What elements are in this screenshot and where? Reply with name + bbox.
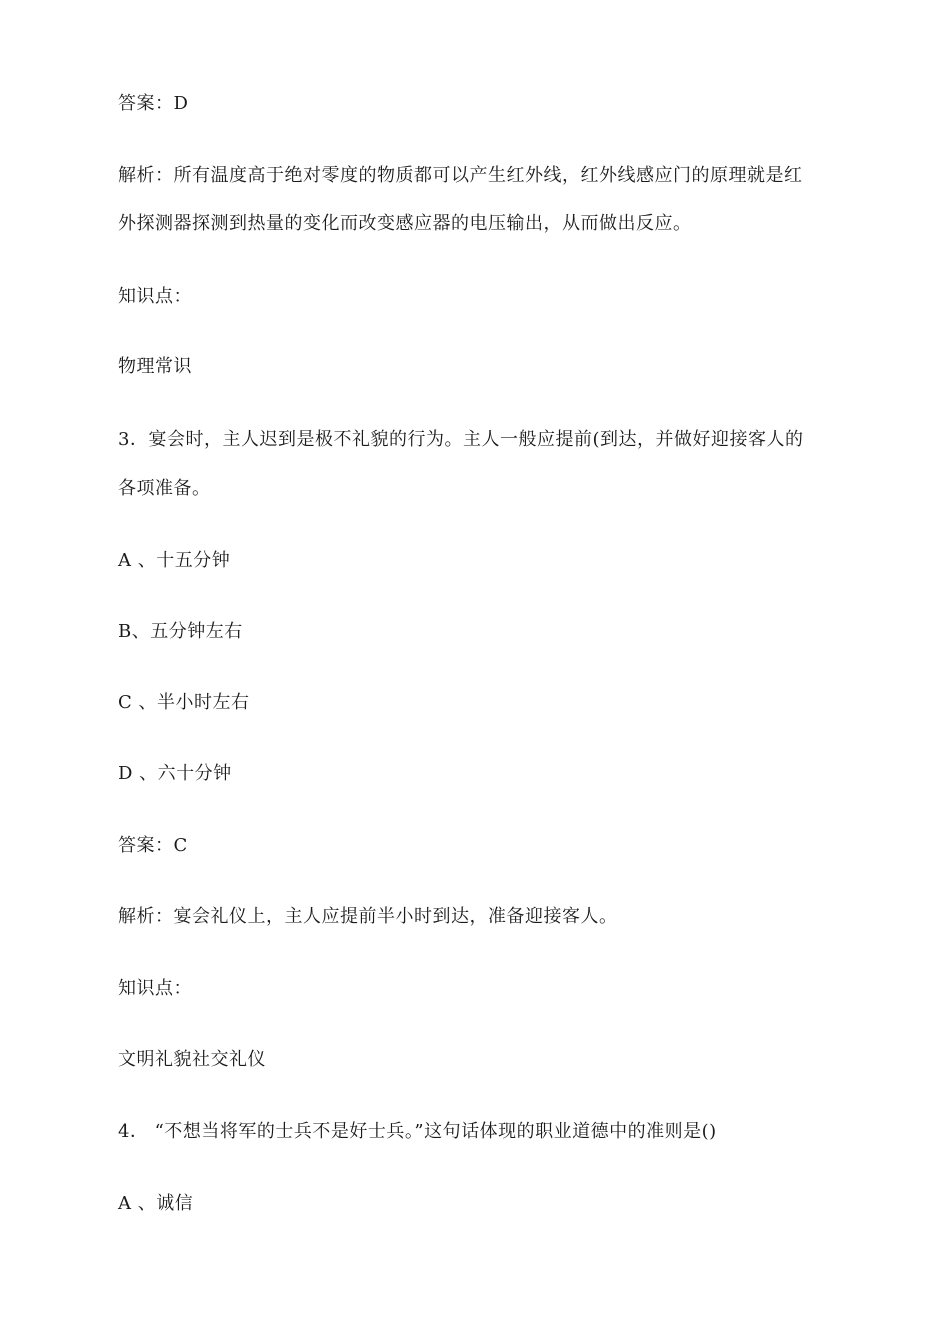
q2-knowledge-value: 物理常识 (118, 356, 192, 377)
q3-option-c: C 、半小时左右 (118, 692, 250, 713)
q3-option-b: B、五分钟左右 (118, 621, 243, 642)
q3-answer: 答案：C (118, 835, 188, 856)
q4-option-a: A 、诚信 (118, 1193, 194, 1214)
q3-option-a: A 、十五分钟 (118, 550, 231, 571)
q3-knowledge-value: 文明礼貌社交礼仪 (118, 1049, 266, 1070)
q2-analysis-line-1: 解析：所有温度高于绝对零度的物质都可以产生红外线，红外线感应门的原理就是红 (118, 165, 803, 186)
q2-analysis-line-2: 外探测器探测到热量的变化而改变感应器的电压输出，从而做出反应。 (118, 213, 692, 234)
q4-question: 4． “不想当将军的士兵不是好士兵。”这句话体现的职业道德中的准则是() (118, 1121, 717, 1142)
q3-question-line-2: 各项准备。 (118, 478, 211, 499)
q3-knowledge-label: 知识点： (118, 978, 192, 999)
q2-answer: 答案：D (118, 93, 189, 114)
q2-knowledge-label: 知识点： (118, 286, 192, 307)
q3-option-d: D 、六十分钟 (118, 763, 232, 784)
q3-question-line-1: 3．宴会时，主人迟到是极不礼貌的行为。主人一般应提前(到达，并做好迎接客人的 (118, 429, 804, 450)
q3-analysis: 解析：宴会礼仪上，主人应提前半小时到达，准备迎接客人。 (118, 906, 618, 927)
